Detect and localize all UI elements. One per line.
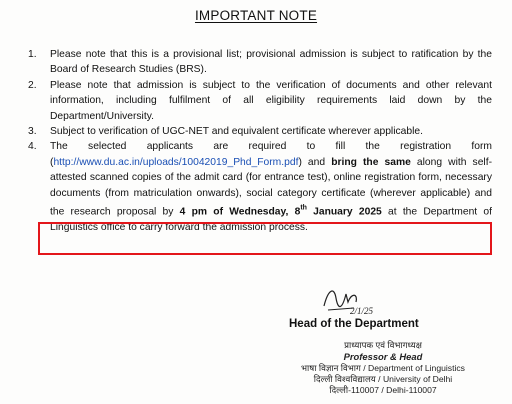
list-item	[28, 139, 492, 235]
notes-list	[28, 47, 492, 235]
registration-form-link[interactable]: http://www.du.ac.in/uploads/10042019_Phd_Form.pdf	[53, 156, 299, 168]
list-item	[28, 124, 492, 139]
page-title: IMPORTANT NOTE	[194, 8, 318, 23]
item-number: 3.	[28, 126, 37, 138]
signatory-title: Head of the Department	[289, 318, 419, 330]
item-text: Please note that admission is subject to the verification of documents and other relevant information, including fulfilment of all eligibility requirements laid down by the Department/University.	[50, 79, 492, 122]
signature-date: 2/1/25	[350, 306, 374, 316]
item-text-a: The selected applicants are required to fill the registration form (	[50, 141, 492, 168]
list-item	[28, 78, 492, 124]
stamp-line-department: भाषा विज्ञान विभाग / Department of Linguistics	[301, 362, 465, 373]
item-text-b: ) and	[298, 156, 332, 168]
deadline-time: 4 pm of Wednesday, 8	[179, 206, 301, 218]
handwritten-signature	[318, 280, 388, 320]
official-stamp	[268, 340, 498, 396]
stamp-line-address: दिल्ली-110007 / Delhi-110007	[329, 385, 437, 396]
item-bold-a: bring the same	[331, 156, 411, 168]
item-number: 4.	[28, 141, 37, 153]
item-number: 1.	[28, 49, 37, 60]
item-text-d: at the Department of Linguistics office to carry forward the admission process.	[50, 206, 492, 233]
item-text-c: along with self-attested scanned copies of the admit card (for entrance test), online registration form, necessary documents (from matriculation onwards), social category certificate (wherever applicable) and the research proposal by	[50, 156, 492, 218]
item-text: Subject to verification of UGC-NET and equivalent certificate wherever applicable.	[50, 126, 423, 138]
deadline-ordinal: th	[300, 205, 307, 213]
item-number: 2.	[28, 79, 37, 91]
stamp-line-designation: Professor & Head	[343, 351, 423, 363]
deadline-date: January 2025	[306, 206, 382, 218]
item-text: Please note that this is a provisional list; provisional admission is subject to ratification by the Board of Research Studies (BRS).	[50, 49, 492, 76]
highlight-box	[38, 222, 492, 255]
list-item	[28, 47, 492, 78]
stamp-line-hindi-title: प्राध्यापक एवं विभागध्यक्ष	[344, 340, 422, 350]
stamp-line-university: दिल्ली विश्वविद्यालय / University of Delhi	[313, 373, 453, 384]
